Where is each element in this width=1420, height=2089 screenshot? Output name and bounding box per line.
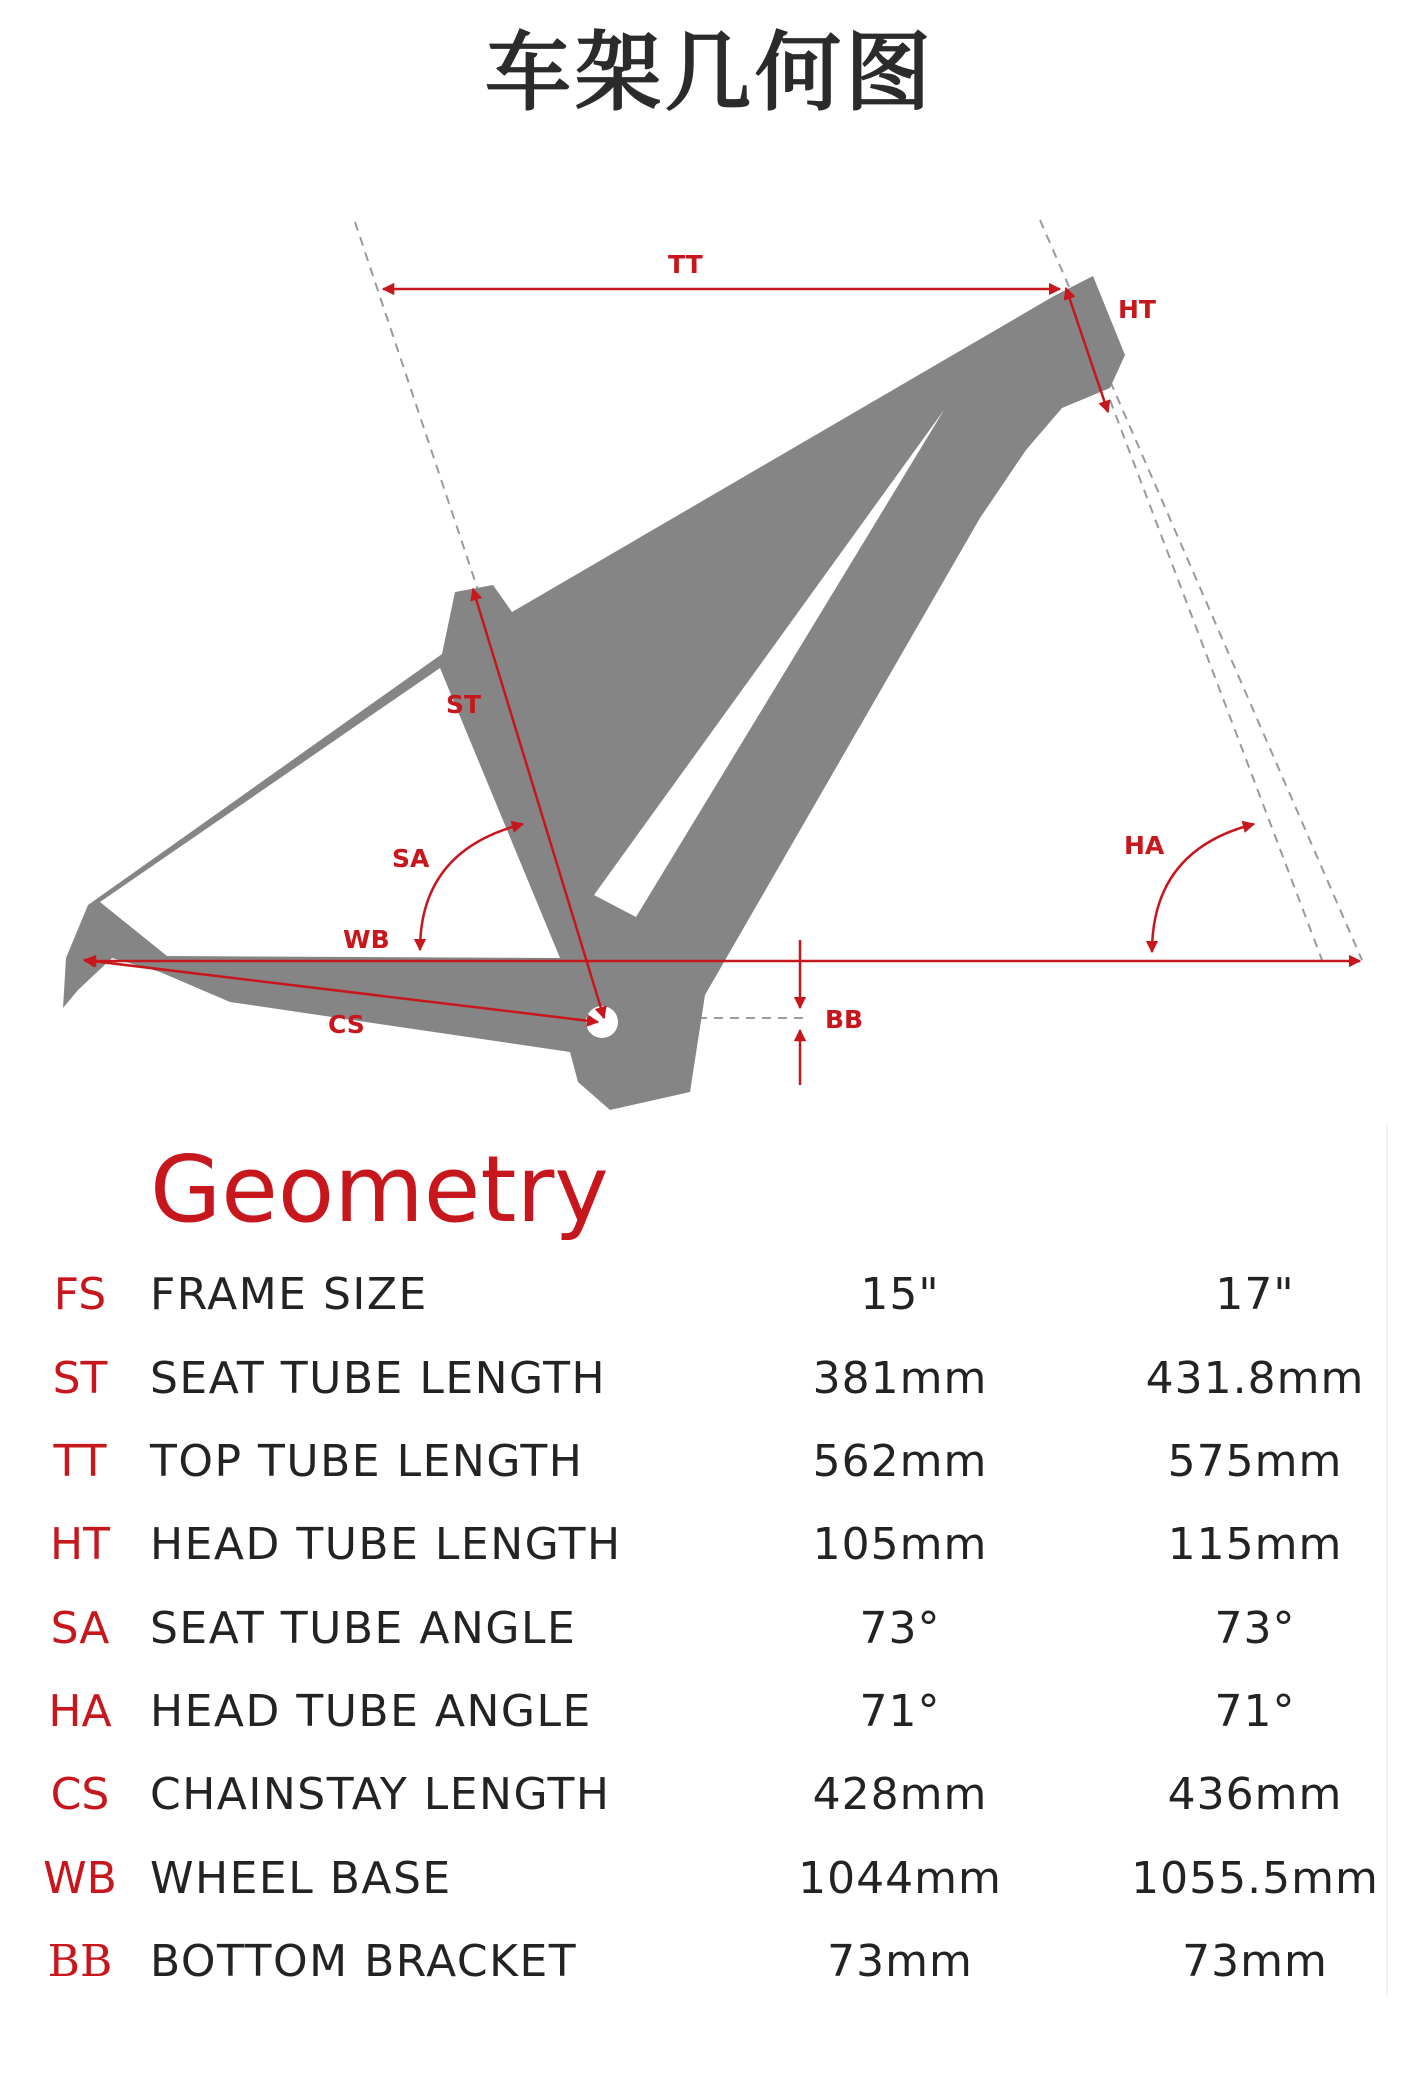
sa-arc bbox=[420, 824, 523, 950]
value-15-inch: 73mm bbox=[827, 1936, 973, 1987]
value-15-inch: 71° bbox=[859, 1686, 941, 1737]
row-label: BOTTOM BRACKET bbox=[150, 1936, 578, 1987]
seat-tube-axis-guide bbox=[355, 222, 478, 590]
row-label: TOP TUBE LENGTH bbox=[150, 1436, 584, 1487]
value-17-inch: 115mm bbox=[1167, 1519, 1343, 1570]
row-abbr: ST bbox=[52, 1353, 108, 1404]
head-tube-axis-guide-2 bbox=[1110, 400, 1322, 960]
label-bb: BB bbox=[825, 1005, 864, 1034]
label-cs: CS bbox=[328, 1010, 365, 1039]
row-chainstay-length bbox=[0, 1753, 1420, 1837]
row-bottom-bracket bbox=[0, 1920, 1420, 2004]
value-15-inch: 381mm bbox=[812, 1353, 988, 1404]
label-ht: HT bbox=[1118, 295, 1156, 324]
value-15-inch: 1044mm bbox=[798, 1853, 1002, 1904]
row-abbr: CS bbox=[50, 1769, 110, 1820]
value-17-inch: 73mm bbox=[1182, 1936, 1328, 1987]
geometry-heading: Geometry bbox=[150, 1136, 609, 1243]
row-label: FRAME SIZE bbox=[150, 1269, 428, 1320]
value-17-inch: 71° bbox=[1214, 1686, 1296, 1737]
value-17-inch: 1055.5mm bbox=[1131, 1853, 1379, 1904]
value-15-inch: 73° bbox=[859, 1603, 941, 1654]
value-17-inch: 431.8mm bbox=[1145, 1353, 1365, 1404]
row-wheel-base bbox=[0, 1837, 1420, 1921]
row-top-tube-length bbox=[0, 1420, 1420, 1504]
value-15-inch: 562mm bbox=[812, 1436, 988, 1487]
label-ha: HA bbox=[1124, 831, 1165, 860]
ha-arc bbox=[1152, 824, 1254, 952]
row-label: CHAINSTAY LENGTH bbox=[150, 1769, 611, 1820]
row-frame-size bbox=[0, 1253, 1420, 1337]
label-wb: WB bbox=[343, 925, 390, 954]
row-label: SEAT TUBE ANGLE bbox=[150, 1603, 577, 1654]
label-tt: TT bbox=[668, 250, 703, 279]
value-17-inch: 575mm bbox=[1167, 1436, 1343, 1487]
row-abbr: BB bbox=[47, 1936, 113, 1987]
row-label: HEAD TUBE LENGTH bbox=[150, 1519, 622, 1570]
value-17-inch: 17" bbox=[1215, 1269, 1295, 1320]
row-abbr: HT bbox=[50, 1519, 110, 1570]
label-st: ST bbox=[446, 690, 482, 719]
row-label: WHEEL BASE bbox=[150, 1853, 452, 1904]
row-abbr: WB bbox=[43, 1853, 117, 1904]
value-17-inch: 436mm bbox=[1167, 1769, 1343, 1820]
row-seat-tube-angle bbox=[0, 1587, 1420, 1671]
row-label: HEAD TUBE ANGLE bbox=[150, 1686, 592, 1737]
row-head-tube-angle bbox=[0, 1670, 1420, 1754]
row-seat-tube-length bbox=[0, 1337, 1420, 1421]
value-15-inch: 105mm bbox=[812, 1519, 988, 1570]
row-abbr: HA bbox=[48, 1686, 112, 1737]
value-17-inch: 73° bbox=[1214, 1603, 1296, 1654]
row-label: SEAT TUBE LENGTH bbox=[150, 1353, 607, 1404]
row-abbr: FS bbox=[53, 1269, 107, 1320]
value-15-inch: 15" bbox=[860, 1269, 940, 1320]
page-title: 车架几何图 bbox=[485, 23, 935, 123]
frame-geometry-diagram bbox=[0, 190, 1420, 1110]
label-sa: SA bbox=[392, 844, 430, 873]
row-head-tube-length bbox=[0, 1503, 1420, 1587]
geometry-table bbox=[0, 1115, 1420, 2089]
value-15-inch: 428mm bbox=[812, 1769, 988, 1820]
row-abbr: TT bbox=[53, 1436, 107, 1487]
row-abbr: SA bbox=[50, 1603, 110, 1654]
